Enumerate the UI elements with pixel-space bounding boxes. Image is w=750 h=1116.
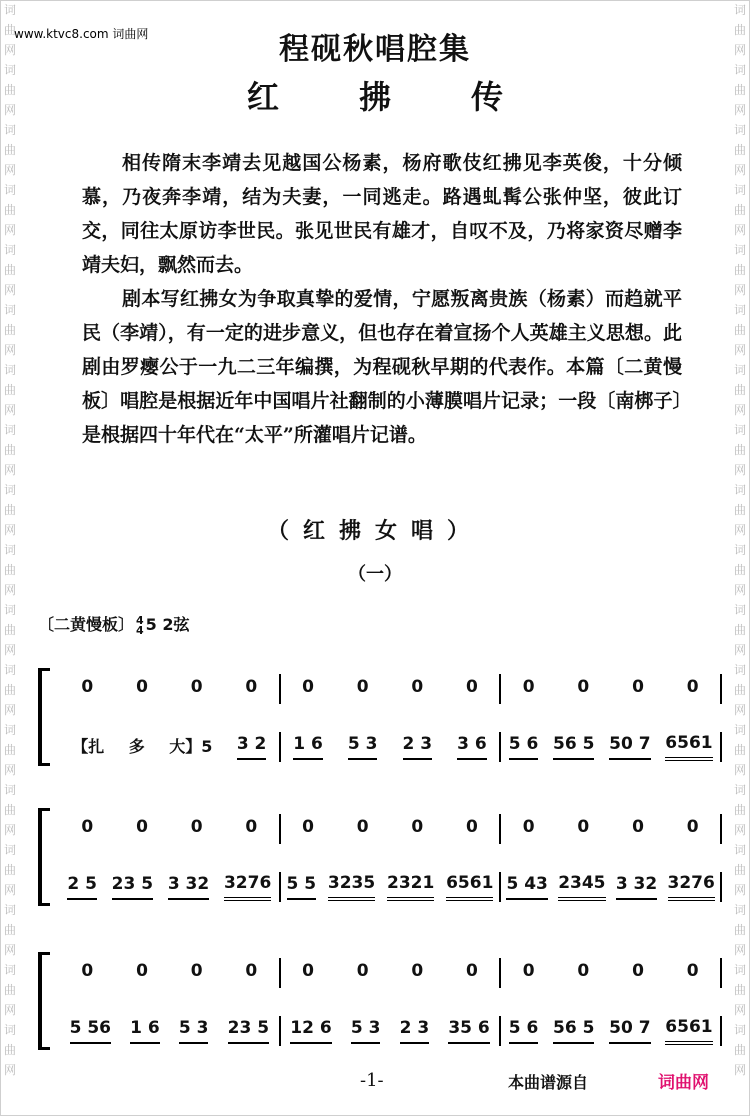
note: 2 5	[67, 874, 97, 900]
book-title: 程砚秋唱腔集	[279, 32, 471, 67]
opera-title: 红拂传	[246, 78, 583, 116]
watermark: 词 曲 网	[3, 303, 16, 357]
source-label: 本曲谱源自	[508, 1073, 589, 1092]
key-label: 5 2弦	[145, 615, 190, 634]
measure	[60, 958, 279, 988]
watermark: 词 曲 网	[3, 423, 16, 477]
watermark: 词 曲 网	[733, 603, 746, 657]
note: 35 6	[448, 1018, 489, 1044]
note: 5 56	[70, 1018, 111, 1044]
note: 多	[128, 736, 145, 756]
note: 3 32	[616, 874, 657, 900]
site-url[interactable]: www.ktvc8.com 词曲网	[14, 27, 149, 41]
intro-paragraph: 相传隋末李靖去见越国公杨素，杨府歌伎红拂见李英俊，十分倾慕，乃夜奔李靖，结为夫妻，一同逃走。路遇虬髯公张仲坚，彼此订交，同往太原访李世民。张见世民有雄才，自叹不及，乃将家资尽赠李靖夫妇，飘然而去。	[82, 152, 682, 276]
measure	[499, 872, 722, 902]
watermark-column-right	[730, 0, 750, 1116]
note: 0	[190, 961, 203, 981]
watermark: 词 曲 网	[3, 603, 16, 657]
measure	[279, 1016, 500, 1046]
measure	[279, 674, 500, 704]
watermark: 词 曲 网	[733, 423, 746, 477]
score-system	[38, 808, 722, 948]
note: 0	[136, 677, 148, 697]
system-bracket	[38, 952, 50, 1050]
watermark: 词 曲 网	[3, 183, 16, 237]
note: 0	[356, 961, 369, 981]
note: 0	[81, 961, 94, 981]
system-bracket	[38, 808, 50, 906]
note: 0	[686, 817, 699, 837]
site-logo[interactable]: 词曲网	[658, 1073, 709, 1093]
note: 5 3	[179, 1018, 209, 1044]
note: 0	[245, 817, 258, 837]
watermark: 词 曲 网	[733, 723, 746, 777]
measure	[279, 958, 500, 988]
measure	[279, 872, 500, 902]
note: 2 3	[400, 1018, 430, 1044]
watermark: 词 曲 网	[733, 543, 746, 597]
note: 【扎	[72, 736, 105, 756]
accompaniment-staff	[60, 1016, 722, 1046]
accompaniment-staff	[60, 872, 722, 902]
measure	[499, 732, 722, 762]
note: 0	[686, 961, 699, 981]
watermark: 词 曲 网	[733, 3, 746, 57]
watermark: 词 曲 网	[3, 363, 16, 417]
watermark: 词 曲 网	[733, 123, 746, 177]
note: 0	[356, 677, 369, 697]
note: 0	[190, 677, 203, 697]
watermark: 词 曲 网	[733, 363, 746, 417]
note: 0	[411, 817, 424, 837]
note: 3235	[328, 873, 375, 901]
measure	[499, 1016, 722, 1046]
watermark: 词 曲 网	[3, 723, 16, 777]
note: 6561	[665, 733, 712, 761]
note: 50 7	[609, 1018, 650, 1044]
note: 0	[522, 677, 535, 697]
note: 0	[577, 961, 590, 981]
note: 50 7	[609, 734, 650, 760]
watermark: 词 曲 网	[733, 243, 746, 297]
watermark: 词 曲 网	[3, 243, 16, 297]
note: 23 5	[112, 874, 153, 900]
intro-paragraph: 剧本写红拂女为争取真挚的爱情，宁愿叛离贵族（杨素）而趋就平民（李靖），有一定的进步意义，但也存在着宣扬个人英雄主义思想。此剧由罗瘿公于一九二三年编撰，为程砚秋早期的代表作。本篇〔二黄慢板〕唱腔是根据近年中国唱片社翻制的小薄膜唱片记录；一段〔南梆子〕是根据四十年代在“太平”所灌唱片记谱。	[82, 288, 682, 446]
watermark: 词 曲 网	[733, 1023, 746, 1077]
note: 2 3	[403, 734, 433, 760]
note: 0	[466, 961, 478, 981]
measure	[279, 814, 500, 844]
voice-staff	[60, 674, 722, 704]
watermark: 词 曲 网	[3, 3, 16, 57]
measure	[60, 872, 279, 902]
voice-staff	[60, 958, 722, 988]
page-number: -1-	[360, 1070, 384, 1091]
watermark: 词 曲 网	[733, 663, 746, 717]
banqiang-label: 〔二黄慢板〕	[38, 615, 135, 634]
note: 2345	[558, 873, 605, 901]
note: 0	[632, 961, 644, 981]
note: 0	[302, 961, 314, 981]
watermark: 词 曲 网	[733, 303, 746, 357]
watermark: 词 曲 网	[3, 483, 16, 537]
note: 0	[686, 677, 699, 697]
system-bracket	[38, 668, 50, 766]
note: 56 5	[553, 1018, 594, 1044]
note: 3276	[224, 873, 271, 901]
singer-label: （红拂女唱）	[266, 518, 483, 544]
watermark: 词 曲 网	[3, 903, 16, 957]
watermark: 词 曲 网	[733, 783, 746, 837]
note: 6561	[446, 873, 493, 901]
measure	[60, 1016, 279, 1046]
note: 0	[136, 961, 148, 981]
note: 0	[356, 817, 369, 837]
measure	[60, 674, 279, 704]
note: 0	[577, 677, 590, 697]
note: 0	[632, 677, 644, 697]
watermark-column-left	[0, 0, 20, 1116]
measure	[60, 814, 279, 844]
note: 5 3	[348, 734, 378, 760]
time-signature	[136, 613, 144, 637]
note: 0	[411, 677, 424, 697]
score-system	[38, 668, 722, 808]
note: 3 2	[237, 734, 267, 760]
note: 0	[411, 961, 424, 981]
note: 12 6	[290, 1018, 331, 1044]
note: 0	[466, 677, 478, 697]
note: 5 3	[351, 1018, 381, 1044]
watermark: 词 曲 网	[3, 543, 16, 597]
section-number: （一）	[348, 564, 402, 585]
measure	[279, 732, 500, 762]
note: 5 43	[506, 874, 547, 900]
note: 23 5	[228, 1018, 269, 1044]
watermark: 词 曲 网	[733, 63, 746, 117]
watermark: 词 曲 网	[733, 903, 746, 957]
note: 0	[190, 817, 203, 837]
mode-label	[38, 612, 190, 636]
note: 3 32	[168, 874, 209, 900]
note: 56 5	[553, 734, 594, 760]
watermark: 词 曲 网	[3, 1023, 16, 1077]
watermark: 词 曲 网	[3, 123, 16, 177]
note: 0	[577, 817, 590, 837]
note: 0	[245, 961, 258, 981]
note: 0	[302, 677, 314, 697]
note: 5 6	[509, 734, 539, 760]
accompaniment-staff	[60, 732, 722, 762]
watermark: 词 曲 网	[3, 843, 16, 897]
note: 0	[136, 817, 148, 837]
note: 0	[81, 677, 94, 697]
intro-text	[82, 146, 682, 452]
watermark: 词 曲 网	[733, 963, 746, 1017]
note: 0	[522, 817, 535, 837]
watermark: 词 曲 网	[733, 483, 746, 537]
note: 0	[522, 961, 535, 981]
note: 0	[81, 817, 94, 837]
note: 6561	[665, 1017, 712, 1045]
voice-staff	[60, 814, 722, 844]
note: 2321	[387, 873, 434, 901]
measure	[499, 958, 722, 988]
note: 大】5	[169, 736, 213, 756]
time-top: 4	[136, 613, 144, 627]
measure	[499, 674, 722, 704]
note: 1 6	[293, 734, 323, 760]
watermark: 词 曲 网	[3, 783, 16, 837]
note: 5 5	[287, 874, 317, 900]
note: 0	[245, 677, 258, 697]
note: 0	[632, 817, 644, 837]
watermark: 词 曲 网	[3, 663, 16, 717]
measure	[60, 732, 279, 762]
note: 0	[302, 817, 314, 837]
note: 3 6	[457, 734, 487, 760]
measure	[499, 814, 722, 844]
note: 1 6	[130, 1018, 160, 1044]
watermark: 词 曲 网	[733, 183, 746, 237]
note: 3276	[668, 873, 715, 901]
note: 5 6	[509, 1018, 539, 1044]
time-bottom: 4	[136, 623, 144, 637]
note: 0	[466, 817, 478, 837]
watermark: 词 曲 网	[3, 963, 16, 1017]
watermark: 词 曲 网	[3, 63, 16, 117]
watermark: 词 曲 网	[733, 843, 746, 897]
